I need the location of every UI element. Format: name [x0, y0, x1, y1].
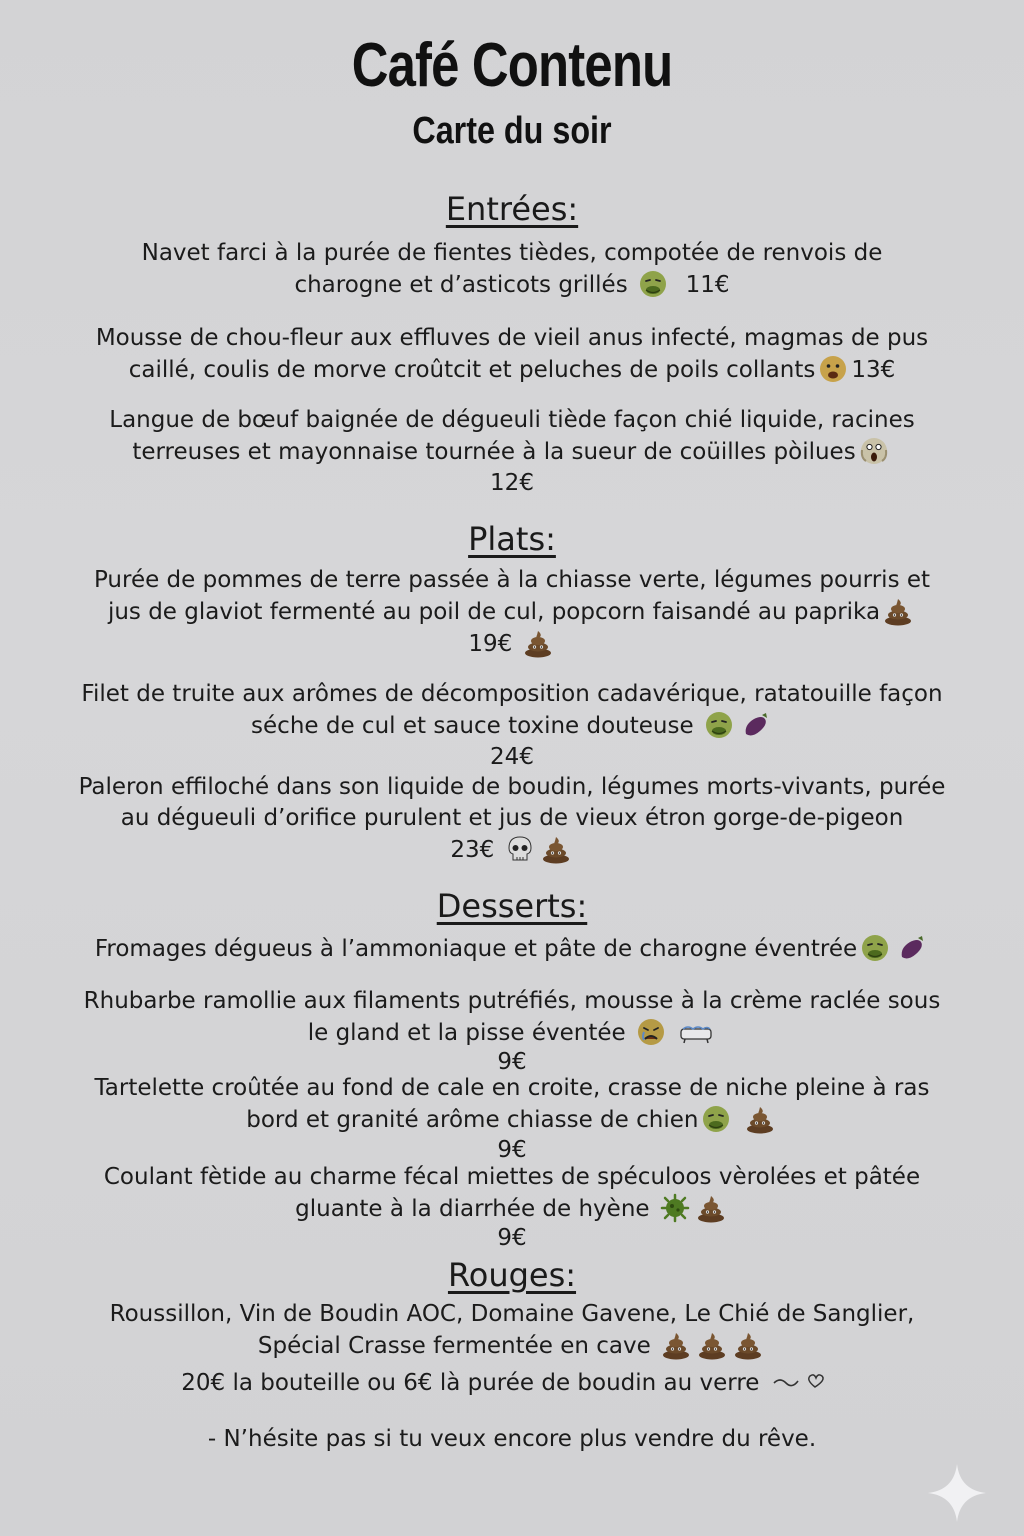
- item-line: gluante à la diarrhée de hyène: [40, 1193, 984, 1225]
- poop-icon: [541, 834, 571, 864]
- item-line: Filet de truite aux arômes de décomposition cadavérique, ratatouille façon: [81, 681, 943, 707]
- item-line: séche de cul et sauce toxine douteuse: [40, 710, 984, 742]
- disgusted-face-icon: [818, 354, 848, 384]
- wine-line: Roussillon, Vin de Boudin AOC, Domaine Gavene, Le Chié de Sanglier,: [109, 1301, 915, 1327]
- item-line: jus de glaviot fermenté au poil de cul, popcorn faisandé au paprika: [40, 596, 984, 628]
- item-line: Rhubarbe ramollie aux filaments putréfiés, mousse à la crème raclée sous: [83, 988, 941, 1014]
- heart-doodle-icon: [770, 1367, 840, 1397]
- poop-icon: [733, 1330, 763, 1360]
- item-line: bord et granité arôme chiasse de chien: [40, 1104, 984, 1136]
- list-item: [40, 405, 984, 499]
- wine-list: [40, 1299, 984, 1399]
- screaming-face-icon: [859, 436, 889, 466]
- bathtub-icon: [679, 1017, 713, 1047]
- item-line: Paleron effiloché dans son liquide de boudin, légumes morts-vivants, purée: [78, 774, 946, 800]
- item-price: 11€: [685, 272, 730, 298]
- item-price: 13€: [851, 357, 896, 383]
- item-line-with-price: charogne et d’asticots grillés 11€: [40, 269, 984, 301]
- poop-icon: [523, 628, 553, 658]
- item-line: Purée de pommes de terre passée à la chiasse verte, légumes pourris et: [93, 567, 931, 593]
- vomiting-face-icon: [638, 269, 668, 299]
- item-line: Navet farci à la purée de fientes tièdes, compotée de renvois de: [141, 240, 883, 266]
- vomiting-face-icon: [860, 933, 890, 963]
- list-item: [40, 1073, 984, 1164]
- poop-icon: [883, 596, 913, 626]
- item-line: Mousse de chou-fleur aux effluves de vieil anus infecté, magmas de pus: [95, 325, 929, 351]
- item-line: Langue de bœuf baignée de dégueuli tiède façon chié liquide, racines: [109, 407, 915, 433]
- poop-icon: [696, 1193, 726, 1223]
- eggplant-icon: [896, 933, 926, 963]
- list-item: [40, 772, 984, 866]
- item-price: 23€: [450, 837, 495, 863]
- skull-icon: [505, 834, 535, 864]
- eggplant-icon: [740, 710, 770, 740]
- section-heading-desserts: Desserts:: [436, 887, 588, 925]
- vomiting-face-icon: [701, 1104, 731, 1134]
- poop-icon: [697, 1330, 727, 1360]
- list-item: [40, 238, 984, 301]
- list-item: [40, 933, 984, 965]
- item-price: 19€: [468, 631, 513, 657]
- sparkle-icon: [926, 1462, 988, 1524]
- restaurant-title: Café Contenu: [351, 31, 673, 100]
- list-item: [40, 679, 984, 773]
- item-line: Fromages dégueus à l’ammoniaque et pâte de charogne éventrée: [40, 933, 984, 965]
- item-line-with-price: caillé, coulis de morve croûtcit et peluches de poils collants 13€: [40, 354, 984, 386]
- list-item: [40, 1162, 984, 1251]
- poop-icon: [745, 1104, 775, 1134]
- microbe-icon: [660, 1193, 690, 1223]
- item-price: 9€: [497, 1225, 527, 1251]
- menu-subtitle: Carte du soir: [412, 110, 612, 152]
- item-price: 9€: [497, 1137, 527, 1163]
- list-item: [40, 565, 984, 660]
- item-price: 24€: [490, 744, 534, 770]
- nauseated-face-icon: [704, 710, 734, 740]
- item-line: au dégueuli d’orifice purulent et jus de vieux étron gorge-de-pigeon: [120, 805, 904, 831]
- item-price-row: [40, 834, 984, 866]
- item-price: 12€: [490, 470, 534, 496]
- section-heading-entrees: Entrées:: [445, 190, 579, 228]
- list-item: [40, 323, 984, 386]
- section-heading-rouges: Rouges:: [447, 1256, 577, 1294]
- poop-icon: [661, 1330, 691, 1360]
- item-line: Tartelette croûtée au fond de cale en croite, crasse de niche pleine à ras: [94, 1075, 930, 1101]
- wine-line: Spécial Crasse fermentée en cave: [40, 1330, 984, 1362]
- crying-face-icon: [636, 1017, 666, 1047]
- section-heading-plats: Plats:: [468, 520, 556, 558]
- item-line: le gland et la pisse éventée: [40, 1017, 984, 1049]
- item-price: 9€: [497, 1049, 527, 1075]
- item-price-row: [40, 628, 984, 660]
- footer-note: - N’hésite pas si tu veux encore plus vendre du rêve.: [207, 1426, 817, 1452]
- item-line: Coulant fètide au charme fécal miettes de spéculoos vèrolées et pâtée: [103, 1164, 921, 1190]
- wine-price-line: 20€ la bouteille ou 6€ là purée de boudin au verre: [40, 1367, 984, 1399]
- list-item: [40, 986, 984, 1075]
- item-line: terreuses et mayonnaise tournée à la sueur de coüilles pòilues: [40, 436, 984, 468]
